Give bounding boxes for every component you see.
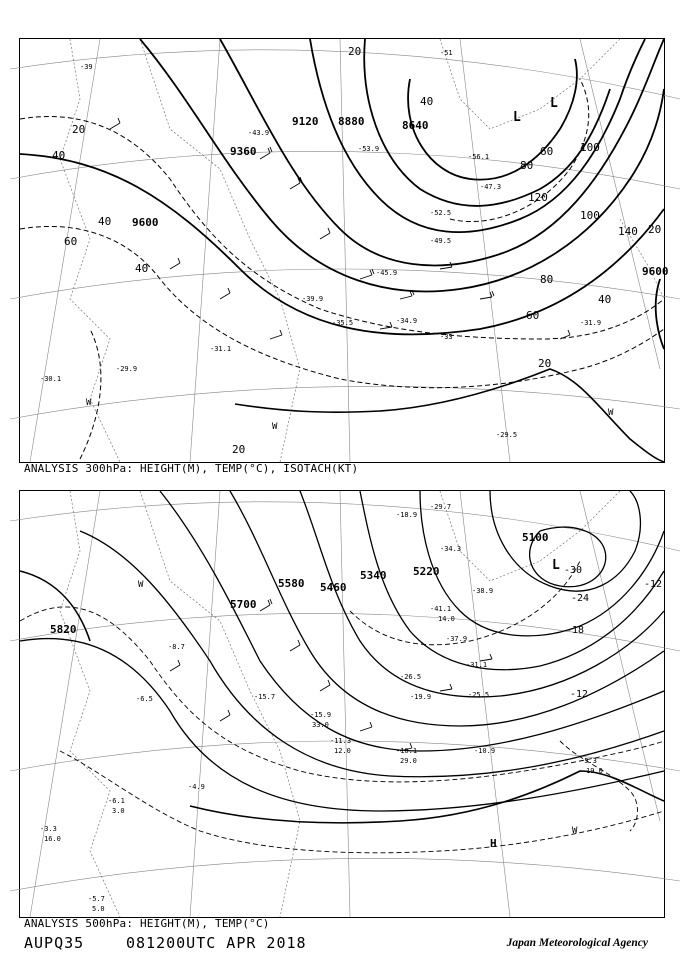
temp-label: -56.1 bbox=[468, 153, 490, 161]
station-temp: -41.1 bbox=[430, 605, 452, 613]
height-label: 8880 bbox=[338, 115, 365, 128]
isotach-label: 40 bbox=[52, 149, 66, 162]
low-center: L bbox=[513, 110, 521, 125]
station-temp: -34.3 bbox=[440, 545, 462, 553]
chart-code: AUPQ35 bbox=[24, 934, 85, 952]
warm-center: W bbox=[572, 826, 578, 836]
station-temp: -3.3 bbox=[40, 825, 57, 833]
caption-300hpa: ANALYSIS 300hPa: HEIGHT(M), TEMP(°C), ISOTACH(KT) bbox=[24, 462, 359, 475]
station-temp: -4.9 bbox=[188, 783, 205, 791]
map-300hpa bbox=[19, 38, 669, 463]
high-center: H bbox=[490, 837, 497, 850]
isotach-label: 100 bbox=[580, 209, 600, 222]
station-temp: -5.7 bbox=[88, 895, 105, 903]
isotherm-label: -18 bbox=[566, 625, 585, 636]
low-center: L bbox=[552, 558, 560, 573]
station-temp: -31.1 bbox=[466, 661, 488, 669]
temp-label: -30.1 bbox=[40, 375, 62, 383]
station-value: 5.0 bbox=[92, 905, 105, 913]
low-speed-boundary bbox=[235, 369, 664, 462]
temp-label: -51 bbox=[440, 49, 453, 57]
station-value: 12.0 bbox=[334, 747, 351, 755]
temp-label: -47.3 bbox=[480, 183, 502, 191]
map-500hpa-svg bbox=[20, 491, 664, 917]
isotherm-label: -12 bbox=[570, 689, 589, 700]
station-temp: -19.9 bbox=[410, 693, 432, 701]
station-value: 16.0 bbox=[44, 835, 61, 843]
station-temp: -10.1 bbox=[396, 747, 418, 755]
station-temp: -25.5 bbox=[468, 691, 490, 699]
valid-time: 081200UTC APR 2018 bbox=[126, 934, 307, 952]
height-contours bbox=[20, 39, 664, 349]
graticule bbox=[10, 491, 680, 917]
map-500hpa bbox=[19, 490, 665, 918]
isotherm-label: -30 bbox=[564, 565, 583, 576]
warm-center: W bbox=[86, 398, 92, 408]
isotach-label: 60 bbox=[526, 309, 540, 322]
station-temp: -6.5 bbox=[136, 695, 153, 703]
station-value: 19.0 bbox=[586, 767, 603, 775]
isotach-label: 20 bbox=[348, 45, 362, 58]
graticule bbox=[10, 39, 680, 462]
isotach-label: 60 bbox=[540, 145, 554, 158]
isotach-label: 120 bbox=[528, 191, 548, 204]
warm-center: W bbox=[138, 580, 144, 590]
station-temp: -18.9 bbox=[396, 511, 418, 519]
isotach-label: 80 bbox=[540, 273, 554, 286]
temp-label: -39 bbox=[80, 63, 93, 71]
station-temp: -11.3 bbox=[330, 737, 352, 745]
temp-label: -31.9 bbox=[580, 319, 602, 327]
station-temp: -37.9 bbox=[446, 635, 468, 643]
warm-center: W bbox=[272, 422, 278, 432]
isotach-label: 40 bbox=[598, 293, 612, 306]
temp-label: -49.5 bbox=[430, 237, 452, 245]
map-300hpa-svg bbox=[20, 39, 669, 462]
station-temp: -6.1 bbox=[108, 797, 125, 805]
temp-label: -31.1 bbox=[210, 345, 232, 353]
station-temp: -26.5 bbox=[400, 673, 422, 681]
isotach-label: 20 bbox=[648, 223, 662, 236]
temp-label: -52.5 bbox=[430, 209, 452, 217]
warm-center: W bbox=[608, 408, 614, 418]
station-value: 3.0 bbox=[112, 807, 125, 815]
isotach-label: 20 bbox=[538, 357, 552, 370]
height-label: 5340 bbox=[360, 569, 387, 582]
pressure-centers bbox=[138, 558, 578, 850]
station-temp: -8.7 bbox=[168, 643, 185, 651]
temp-label: -29.9 bbox=[116, 365, 138, 373]
height-label: 5100 bbox=[522, 531, 549, 544]
isotherm-labels bbox=[564, 565, 662, 700]
temp-label: -39.9 bbox=[302, 295, 324, 303]
station-temp: -38.9 bbox=[472, 587, 494, 595]
isotach-label: 40 bbox=[420, 95, 434, 108]
isotherm-label: -24 bbox=[571, 593, 590, 604]
isotach-label: 100 bbox=[580, 141, 600, 154]
isotach-label: 20 bbox=[72, 123, 86, 136]
station-value: 29.0 bbox=[400, 757, 417, 765]
isotach-label: 20 bbox=[232, 443, 246, 456]
height-label: 5820 bbox=[50, 623, 77, 636]
height-label: 5460 bbox=[320, 581, 347, 594]
station-value: 33.0 bbox=[312, 721, 329, 729]
temp-label: -35.5 bbox=[332, 319, 354, 327]
height-label: 9120 bbox=[292, 115, 319, 128]
isotach-label: 40 bbox=[135, 262, 149, 275]
height-label: 5220 bbox=[413, 565, 440, 578]
temperature-labels bbox=[40, 49, 601, 439]
station-temp: -15.9 bbox=[310, 711, 332, 719]
temp-label: -29.5 bbox=[496, 431, 518, 439]
isotach-label: 40 bbox=[98, 215, 112, 228]
pressure-centers bbox=[86, 96, 614, 432]
temp-label: -45.9 bbox=[376, 269, 398, 277]
temp-label: -34.9 bbox=[396, 317, 418, 325]
coastline bbox=[60, 491, 620, 917]
isotach-label: 80 bbox=[520, 159, 534, 172]
height-label: 9600 bbox=[642, 265, 669, 278]
temp-label: -43.9 bbox=[248, 129, 270, 137]
station-temp: -5.3 bbox=[580, 757, 597, 765]
station-temp: -29.7 bbox=[430, 503, 452, 511]
caption-500hpa: ANALYSIS 500hPa: HEIGHT(M), TEMP(°C) bbox=[24, 917, 270, 930]
temp-label: -33 bbox=[440, 333, 453, 341]
station-value: 14.0 bbox=[438, 615, 455, 623]
height-label: 8640 bbox=[402, 119, 429, 132]
agency-credit: Japan Meteorological Agency bbox=[506, 937, 648, 949]
isotherm-label: -12 bbox=[644, 579, 663, 590]
height-contours bbox=[20, 491, 664, 811]
station-temp: -10.9 bbox=[474, 747, 496, 755]
height-label: 9600 bbox=[132, 216, 159, 229]
isotach-label: 140 bbox=[618, 225, 638, 238]
height-label: 5700 bbox=[230, 598, 257, 611]
height-label: 9360 bbox=[230, 145, 257, 158]
temp-label: -53.9 bbox=[358, 145, 380, 153]
isotach-label: 60 bbox=[64, 235, 78, 248]
station-temp: -15.7 bbox=[254, 693, 276, 701]
height-label: 5580 bbox=[278, 577, 305, 590]
low-center: L bbox=[550, 96, 558, 111]
